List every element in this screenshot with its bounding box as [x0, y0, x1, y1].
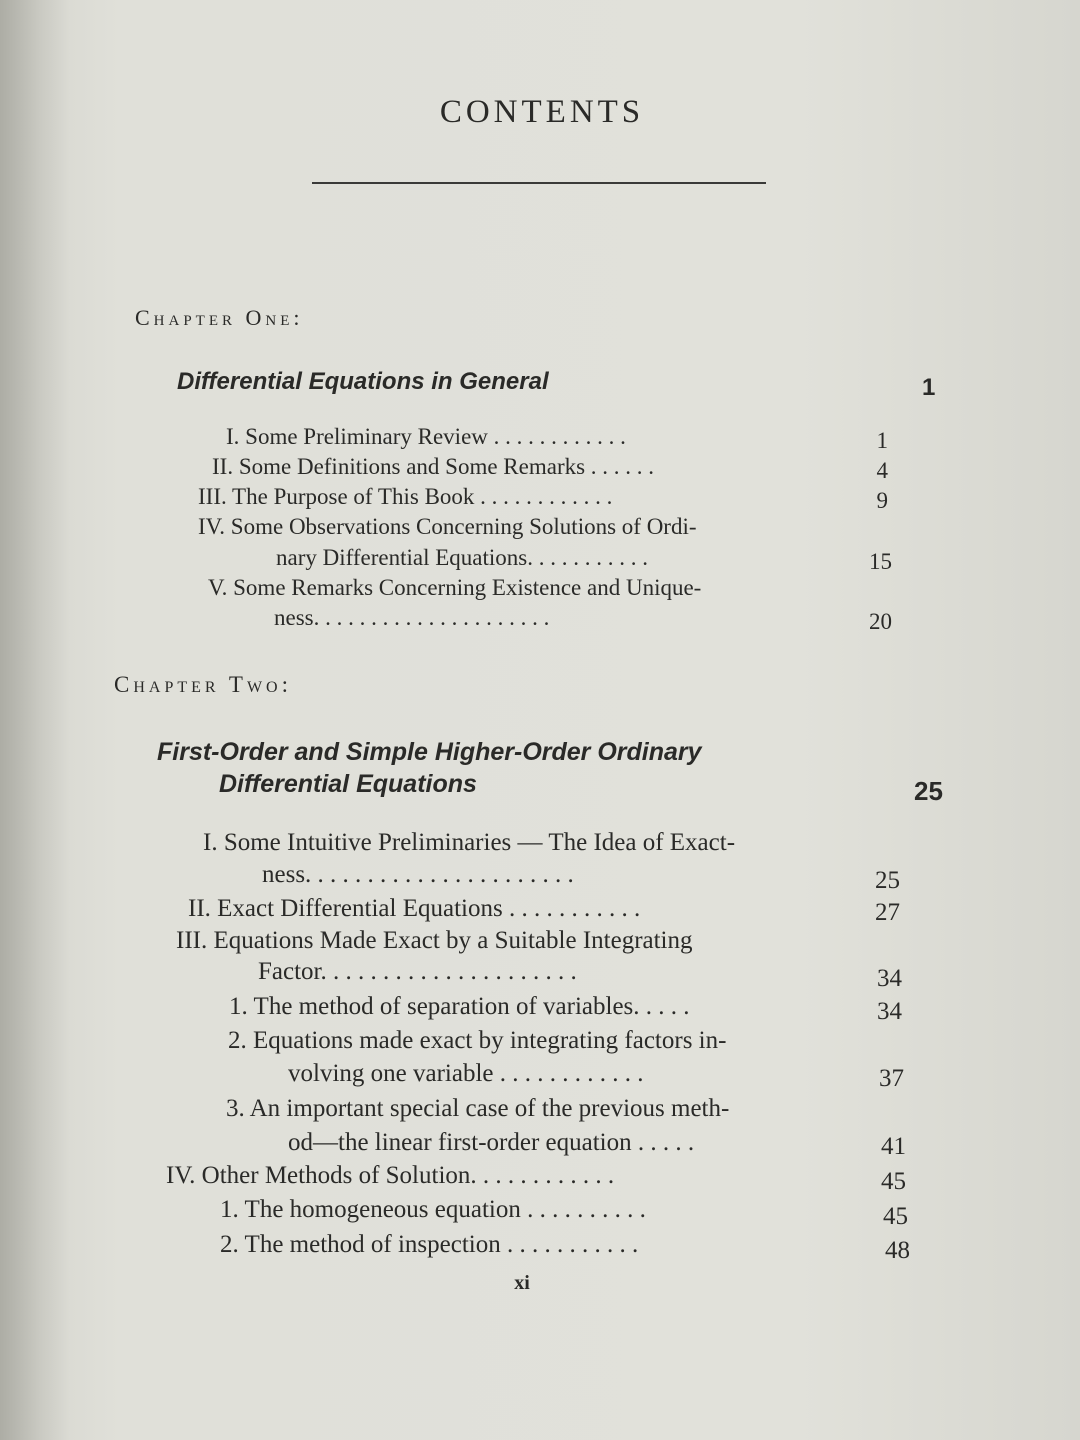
toc-entry-text-continued: nary Differential Equations. . . . . . . . . . .	[276, 545, 648, 570]
toc-entry-page: 15	[869, 549, 892, 574]
toc-entry-text: II. Exact Differential Equations . . . . . . . . . . .	[188, 895, 641, 922]
toc-entry-page: 41	[881, 1133, 906, 1160]
toc-entry-page: 48	[885, 1237, 910, 1264]
chapter-one-label: Chapter One:	[135, 305, 304, 330]
toc-entry-text: 2. Equations made exact by integrating factors in-	[228, 1027, 727, 1054]
toc-entry-text-continued: Factor. . . . . . . . . . . . . . . . . . . . .	[258, 958, 577, 985]
toc-entry-text: III. Equations Made Exact by a Suitable Integrating	[176, 927, 693, 954]
chapter-two-page: 25	[914, 776, 943, 806]
chapter-two-title-line2: Differential Equations	[219, 770, 477, 798]
page-title: CONTENTS	[439, 94, 645, 130]
chapter-one-title: Differential Equations in General	[177, 368, 549, 395]
page-folio: xi	[514, 1272, 530, 1294]
toc-entry-page: 34	[877, 965, 902, 992]
toc-entry-page: 34	[877, 998, 902, 1025]
toc-entry-text: 1. The homogeneous equation . . . . . . . . . .	[220, 1196, 646, 1223]
toc-entry-page: 20	[869, 609, 892, 634]
toc-entry-text-continued: volving one variable . . . . . . . . . . . .	[288, 1060, 644, 1087]
toc-entry-text-continued: od—the linear first-order equation . . . . .	[288, 1129, 695, 1156]
toc-entry-text: IV. Other Methods of Solution. . . . . . . . . . . .	[166, 1162, 615, 1189]
toc-entry-page: 4	[876, 458, 888, 483]
toc-entry-page: 45	[881, 1168, 906, 1195]
toc-entry-text: III. The Purpose of This Book . . . . . . . . . . . .	[198, 484, 613, 509]
toc-entry-text: IV. Some Observations Concerning Solutions of Ordi-	[198, 514, 697, 539]
toc-entry-page: 9	[876, 488, 888, 513]
toc-entry-text: V. Some Remarks Concerning Existence and Unique-	[208, 575, 702, 600]
binding-shadow	[0, 0, 70, 1440]
toc-entry-text: I. Some Preliminary Review . . . . . . . . . . . .	[226, 424, 626, 449]
toc-entry-text: 3. An important special case of the previous meth-	[226, 1095, 730, 1122]
chapter-two-label: Chapter Two:	[114, 672, 292, 697]
toc-entry-text-continued: ness. . . . . . . . . . . . . . . . . . . . .	[274, 605, 550, 630]
toc-entry-text: 2. The method of inspection . . . . . . . . . . .	[220, 1231, 639, 1258]
toc-entry-text: 1. The method of separation of variables. . . . .	[229, 993, 690, 1020]
toc-entry-text-continued: ness. . . . . . . . . . . . . . . . . . . . . .	[262, 861, 574, 888]
toc-entry-page: 1	[876, 428, 888, 453]
toc-entry-page: 25	[875, 867, 900, 894]
title-rule	[312, 182, 766, 184]
chapter-one-page: 1	[922, 374, 936, 401]
toc-entry-text: I. Some Intuitive Preliminaries — The Idea of Exact-	[203, 829, 736, 856]
toc-entry-text: II. Some Definitions and Some Remarks . . . . . .	[212, 454, 655, 479]
toc-entry-page: 37	[879, 1065, 904, 1092]
chapter-two-title-line1: First-Order and Simple Higher-Order Ordinary	[157, 738, 702, 766]
toc-entry-page: 45	[883, 1203, 908, 1230]
toc-entry-page: 27	[875, 899, 900, 926]
